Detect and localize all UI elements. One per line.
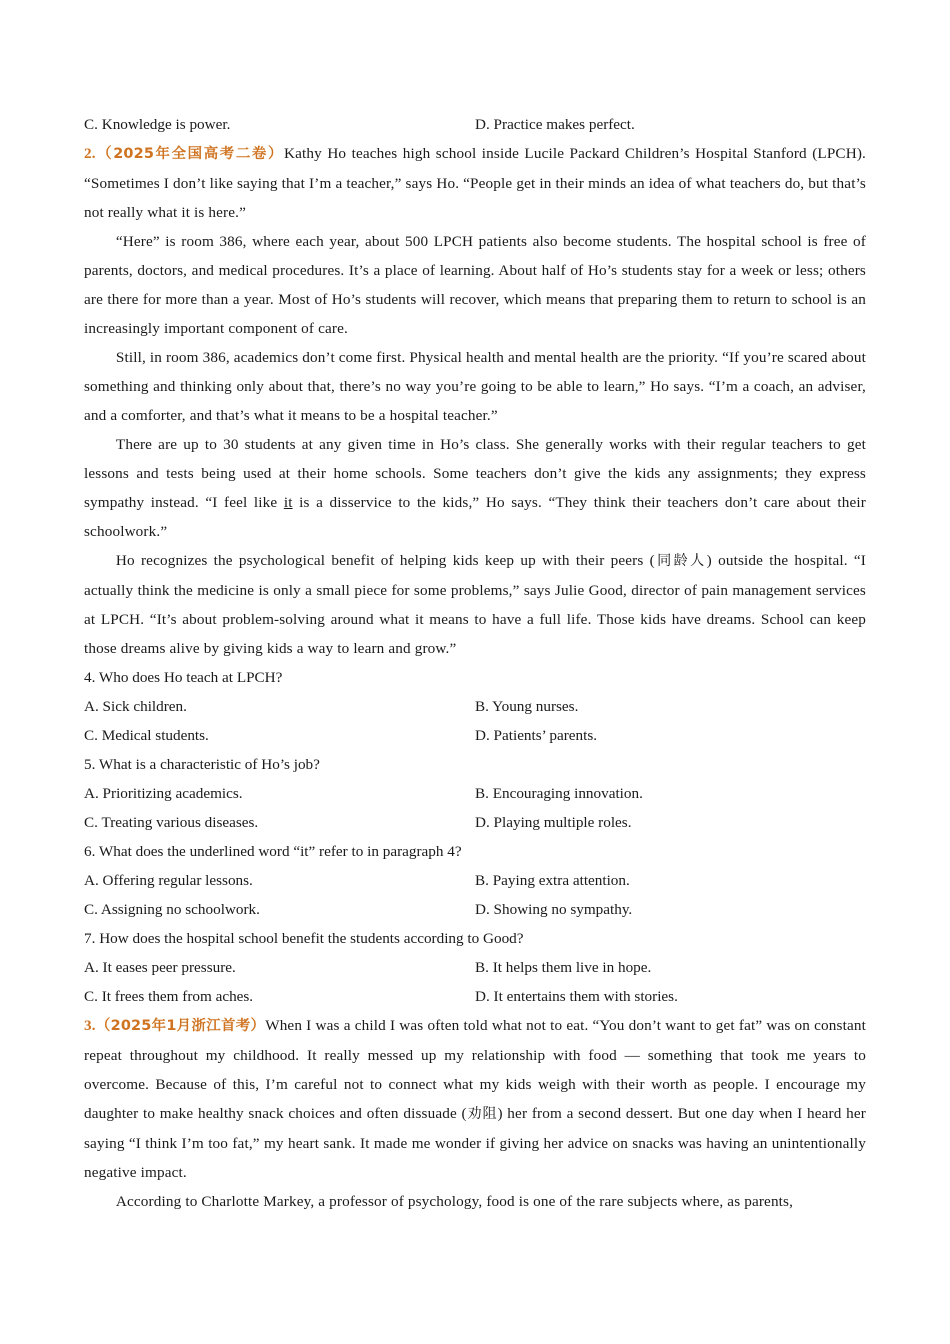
- question-4-stem: 4. Who does Ho teach at LPCH?: [84, 669, 283, 686]
- question-7-option-d[interactable]: D. It entertains them with stories.: [475, 988, 678, 1005]
- chinese-gloss-dissuade: 劝阻: [466, 1106, 498, 1122]
- question-6-option-d[interactable]: D. Showing no sympathy.: [475, 901, 633, 918]
- passage-2-label-number: 2.: [84, 145, 96, 162]
- question-4-option-a[interactable]: A. Sick children.: [84, 698, 187, 715]
- passage-3-label-source: （2025年1月浙江首考）: [95, 1018, 266, 1034]
- question-6-stem: 6. What does the underlined word “it” refer to in paragraph 4?: [84, 843, 462, 860]
- question-6-option-a[interactable]: A. Offering regular lessons.: [84, 872, 253, 889]
- passage-3-label-number: 3.: [84, 1017, 96, 1034]
- passage-2-paragraph-1: Kathy Ho teaches high school inside Lucile Packard Children’s Hospital Stanford (LPCH). “Sometimes I don’t like saying that I’m a teacher,” says Ho. “People get in their minds an idea of what teachers do, but that’s not really what it is here.”: [84, 145, 866, 221]
- question-6-option-row-ab: [84, 866, 866, 895]
- question-7-option-a[interactable]: A. It eases peer pressure.: [84, 959, 236, 976]
- passage-2-label-source: （2025年全国高考二卷）: [95, 146, 285, 162]
- question-7-stem: 7. How does the hospital school benefit the students according to Good?: [84, 930, 524, 947]
- question-5-option-a[interactable]: A. Prioritizing academics.: [84, 785, 243, 802]
- question-7-option-b[interactable]: B. It helps them live in hope.: [475, 959, 652, 976]
- question-5-option-b[interactable]: B. Encouraging innovation.: [475, 785, 643, 802]
- underlined-word-it: it: [283, 494, 293, 511]
- passage-3-paragraph-1-pre: When I was a child I was often told what not to eat. “You don’t want to get fat” was on constant repeat throughout my childhood. It really messed up my relationship with food — something that took me years to overcome. Because of this, I’m careful not to connect what my kids weigh with their worth as people. I encourage my daughter to make healthy snack choices and often dissuade (: [84, 1017, 866, 1122]
- passage-2-paragraph-5: [84, 546, 866, 663]
- paragraph-5-post-text: ) outside the hospital. “I actually think the medicine is only a small piece for some problems,” says Julie Good, director of pain management services at LPCH. “It’s about problem-solving around what it means to have a full life. Those kids have dreams. School can keep those dreams alive by giving kids a way to learn and grow.”: [84, 552, 866, 657]
- passage-3-source-label: [84, 1017, 265, 1034]
- question-6-option-b[interactable]: B. Paying extra attention.: [475, 872, 630, 889]
- question-5-stem: 5. What is a characteristic of Ho’s job?: [84, 756, 320, 773]
- question-4-option-c[interactable]: C. Medical students.: [84, 727, 209, 744]
- passage-2-source-label: [84, 145, 284, 162]
- question-4-option-b[interactable]: B. Young nurses.: [475, 698, 579, 715]
- question-5-option-c[interactable]: C. Treating various diseases.: [84, 814, 259, 831]
- passage-2-paragraph-4: [84, 430, 866, 546]
- question-5-option-row-cd: [84, 808, 866, 837]
- question-4-option-row-ab: [84, 692, 866, 721]
- question-7-option-c[interactable]: C. It frees them from aches.: [84, 988, 254, 1005]
- question-7-option-row-ab: [84, 953, 866, 982]
- passage-3-paragraph-2: According to Charlotte Markey, a professor of psychology, food is one of the rare subjects where, as parents,: [115, 1193, 794, 1210]
- passage-2-paragraph-3: Still, in room 386, academics don’t come first. Physical health and mental health are the priority. “If you’re scared about something and thinking only about that, there’s no way you’re going to be able to learn,” Ho says. “I’m a coach, an adviser, and a comforter, and that’s what it means to be a hospital teacher.”: [84, 349, 866, 424]
- passage-2-intro-paragraph: [84, 139, 866, 227]
- question-4-option-d[interactable]: D. Patients’ parents.: [475, 727, 598, 744]
- passage-3-intro-paragraph: [84, 1011, 866, 1187]
- carryover-option-c: C. Knowledge is power.: [84, 116, 231, 133]
- passage-3-paragraph-1-post: ) her from a second dessert. But one day when I heard her saying “I think I’m too fat,” my heart sank. It made me wonder if giving her advice on snacks was having an unintentionally negative impact.: [84, 1105, 866, 1181]
- passage-2-paragraph-2: “Here” is room 386, where each year, about 500 LPCH patients also become students. The hospital school is free of parents, doctors, and medical procedures. It’s a place of learning. About half of Ho’s students stay for a week or less; others are there for more than a year. Most of Ho’s students will recover, which means that preparing them to return to school is an increasingly important component of care.: [84, 233, 866, 337]
- question-5-option-d[interactable]: D. Playing multiple roles.: [475, 814, 632, 831]
- question-6-option-c[interactable]: C. Assigning no schoolwork.: [84, 901, 260, 918]
- question-5-option-row-ab: [84, 779, 866, 808]
- paragraph-4-pre-text: There are up to 30 students at any given time in Ho’s class. She generally works with their regular teachers to get lessons and tests being used at their home schools. Some teachers don’t give the kids any assignments; they express sympathy instead. “I feel like: [84, 436, 866, 511]
- paragraph-5-pre-text: Ho recognizes the psychological benefit of helping kids keep up with their peers (: [115, 552, 655, 569]
- carryover-option-row: [84, 110, 866, 139]
- carryover-option-d: D. Practice makes perfect.: [475, 116, 635, 133]
- question-6-option-row-cd: [84, 895, 866, 924]
- question-4-option-row-cd: [84, 721, 866, 750]
- chinese-gloss-peers: 同龄人: [654, 553, 707, 569]
- question-7-option-row-cd: [84, 982, 866, 1011]
- paragraph-4-post-text: is a disservice to the kids,” Ho says. “They think their teachers don’t care about their schoolwork.”: [84, 494, 866, 540]
